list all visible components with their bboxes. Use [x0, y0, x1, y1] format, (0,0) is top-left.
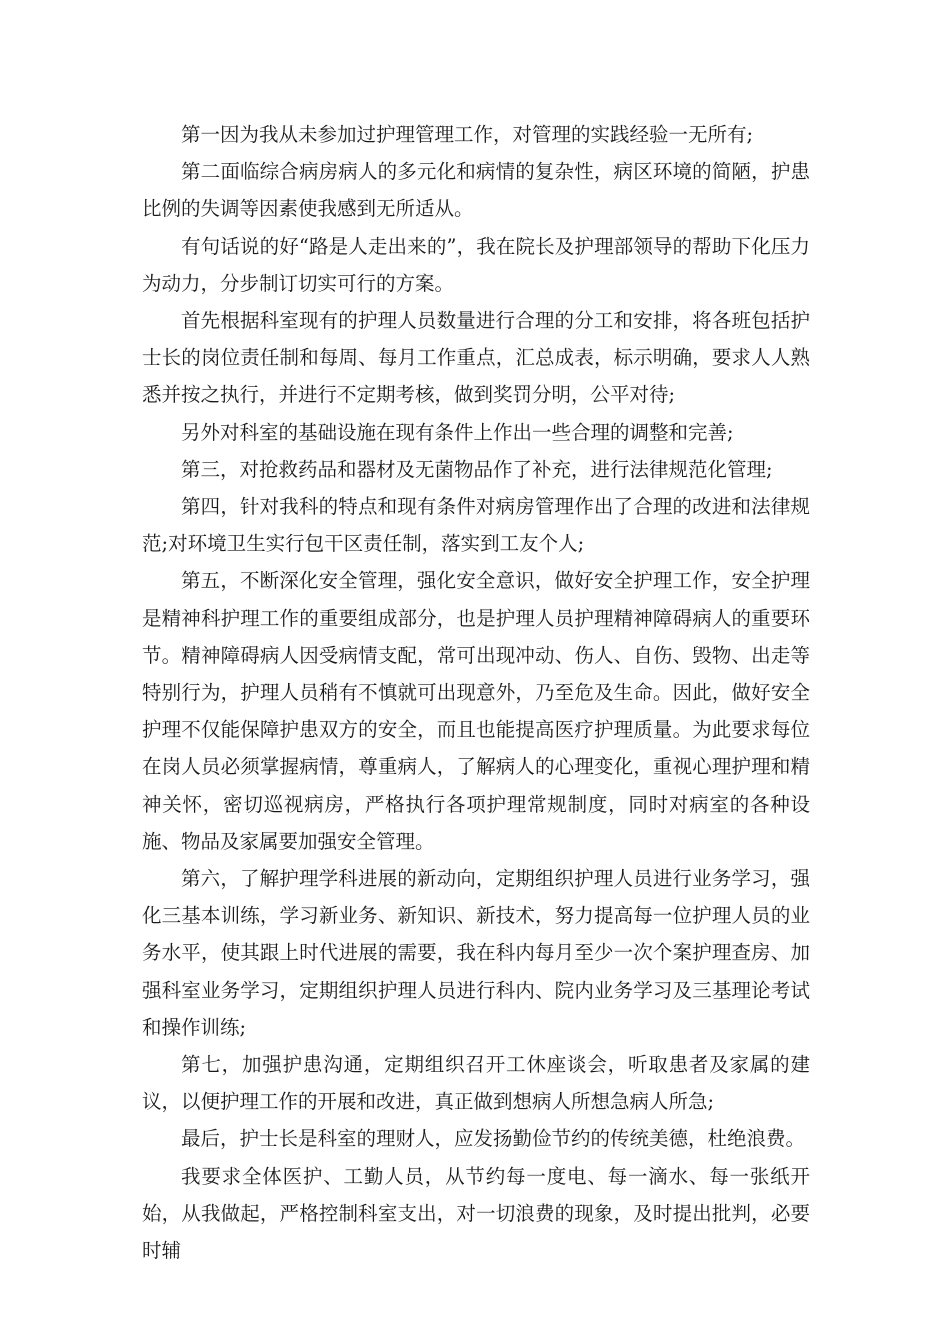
paragraph-8: 第五，不断深化安全管理，强化安全意识，做好安全护理工作，安全护理是精神科护理工作的重要组成部分，也是护理人员护理精神障碍病人的重要环节。精神障碍病人因受病情支配，常可出现冲动、伤人、自伤、毁物、出走等特别行为，护理人员稍有不慎就可出现意外，乃至危及生命。因此，做好安全护理不仅能保障护患双方的安全，而且也能提高医疗护理质量。为此要求每位在岗人员必须掌握病情，尊重病人，了解病人的心理变化，重视心理护理和精神关怀，密切巡视病房，严格执行各项护理常规制度，同时对病室的各种设施、物品及家属要加强安全管理。	[142, 569, 810, 853]
paragraph-9: 第六，了解护理学科进展的新动向，定期组织护理人员进行业务学习，强化三基本训练，学习新业务、新知识、新技术，努力提高每一位护理人员的业务水平，使其跟上时代进展的需要，我在科内每月至少一次个案护理查房、加强科室业务学习，定期组织护理人员进行科内、院内业务学习及三基理论考试和操作训练;	[142, 867, 810, 1039]
paragraph-6: 第三，对抢救药品和器材及无菌物品作了补充，进行法律规范化管理;	[181, 457, 773, 481]
paragraph-11: 最后，护士长是科室的理财人，应发扬勤俭节约的传统美德，杜绝浪费。	[181, 1127, 806, 1151]
paragraph-3: 有句话说的好“路是人走出来的”，我在院长及护理部领导的帮助下化压力为动力，分步制订切实可行的方案。	[142, 234, 810, 295]
document-body	[142, 116, 810, 1269]
paragraph-4: 首先根据科室现有的护理人员数量进行合理的分工和安排，将各班包括护士长的岗位责任制和每周、每月工作重点，汇总成表，标示明确，要求人人熟悉并按之执行，并进行不定期考核，做到奖罚分明，公平对待;	[142, 309, 810, 407]
paragraph-7: 第四，针对我科的特点和现有条件对病房管理作出了合理的改进和法律规范;对环境卫生实行包干区责任制，落实到工友个人;	[142, 495, 810, 556]
paragraph-1: 第一因为我从未参加过护理管理工作，对管理的实践经验一无所有;	[181, 123, 754, 146]
paragraph-10: 第七，加强护患沟通，定期组织召开工休座谈会，听取患者及家属的建议，以便护理工作的开展和改进，真正做到想病人所想急病人所急;	[142, 1053, 810, 1114]
paragraph-5: 另外对科室的基础设施在现有条件上作出一些合理的调整和完善;	[181, 420, 734, 444]
paragraph-12: 我要求全体医护、工勤人员，从节约每一度电、每一滴水、每一张纸开始，从我做起，严格控制科室支出，对一切浪费的现象，及时提出批判，必要时辅	[142, 1164, 810, 1263]
paragraph-2: 第二面临综合病房病人的多元化和病情的复杂性，病区环境的简陋，护患比例的失调等因素使我感到无所适从。	[142, 160, 810, 221]
